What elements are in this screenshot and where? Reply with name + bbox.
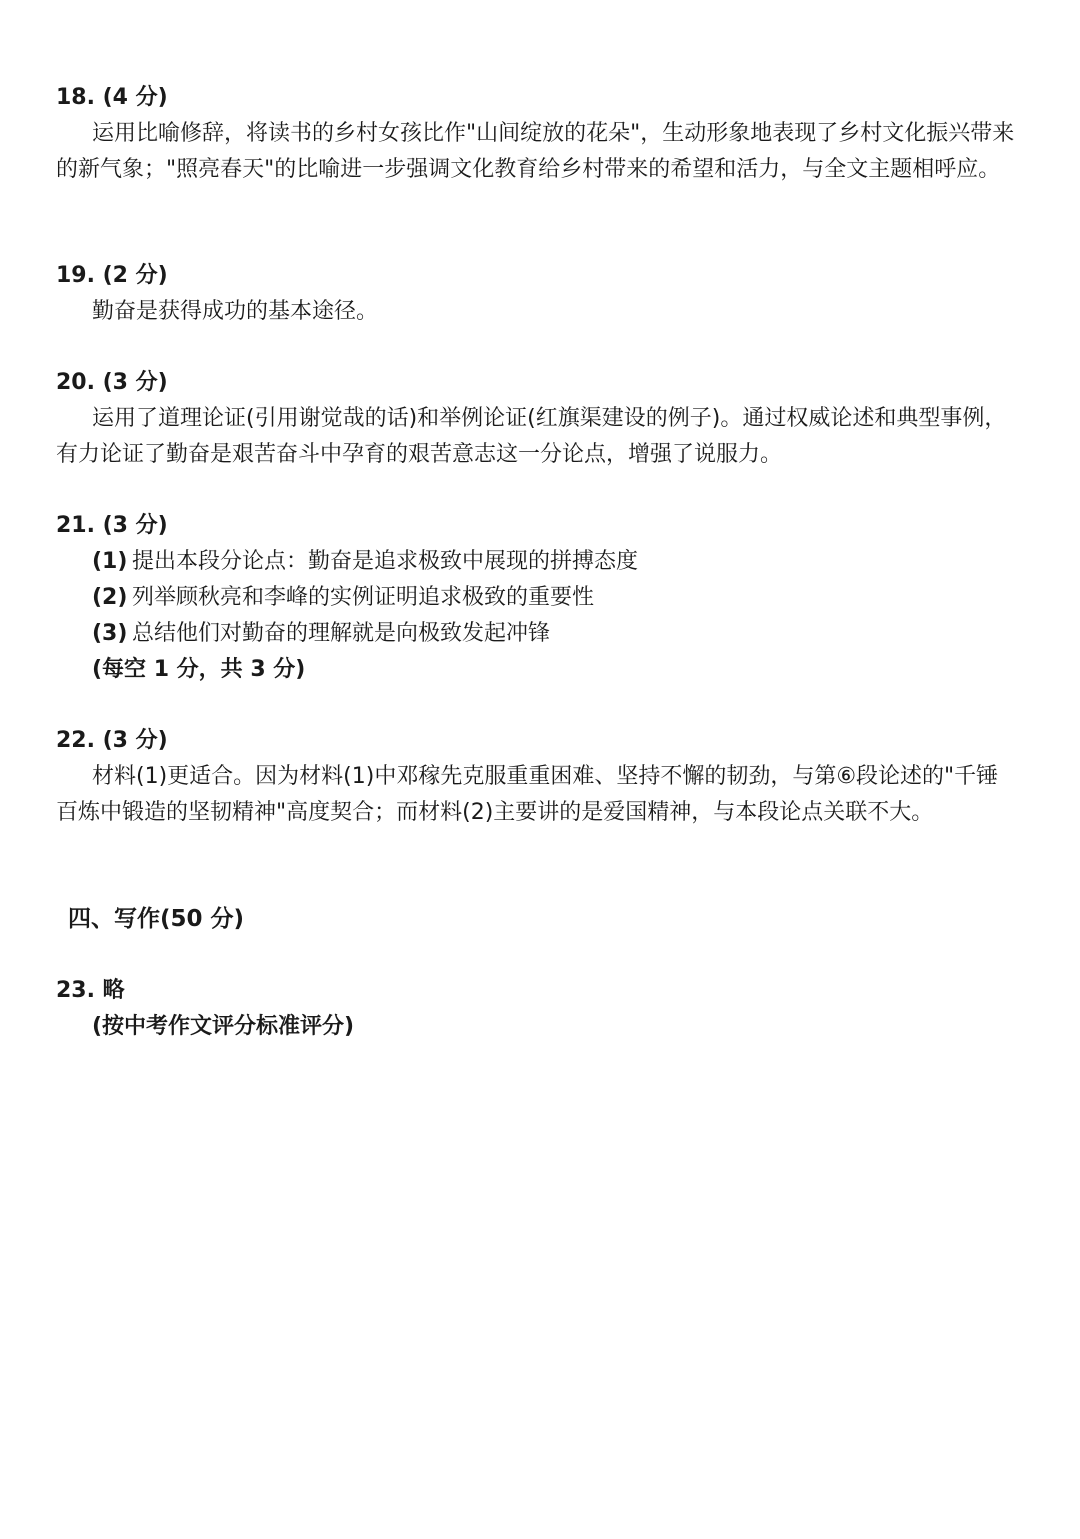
question-22-heading: 22. (3 分) <box>56 728 168 753</box>
section-4-heading: 四、写作(50 分) <box>68 906 245 932</box>
question-19 <box>56 258 1016 330</box>
question-22 <box>56 723 1016 831</box>
question-23-scoring-note: (按中考作文评分标准评分) <box>92 1014 355 1039</box>
item-number: (3) <box>92 621 128 646</box>
question-21-item-1 <box>56 544 1016 580</box>
item-number: (2) <box>92 585 128 610</box>
question-18-answer: 运用比喻修辞，将读书的乡村女孩比作"山间绽放的花朵"，生动形象地表现了乡村文化振兴带来的新气象；"照亮春天"的比喻进一步强调文化教育给乡村带来的希望和活力，与全文主题相呼应。 <box>56 121 1015 182</box>
question-19-heading: 19. (2 分) <box>56 263 168 288</box>
question-21 <box>56 508 1016 688</box>
question-23 <box>56 973 1016 1045</box>
question-19-answer: 勤奋是获得成功的基本途径。 <box>92 299 379 324</box>
question-23-heading: 23. 略 <box>56 978 125 1003</box>
question-18 <box>56 80 1016 188</box>
question-21-item-3 <box>56 616 1016 652</box>
question-21-heading: 21. (3 分) <box>56 513 168 538</box>
item-text: 提出本段分论点：勤奋是追求极致中展现的拼搏态度 <box>132 549 639 574</box>
question-21-scoring-note: (每空 1 分，共 3 分) <box>92 657 306 682</box>
question-20-heading: 20. (3 分) <box>56 370 168 395</box>
question-18-heading: 18. (4 分) <box>56 85 168 110</box>
question-20-answer: 运用了道理论证(引用谢觉哉的话)和举例论证(红旗渠建设的例子)。通过权威论述和典型事例，有力论证了勤奋是艰苦奋斗中孕育的艰苦意志这一分论点，增强了说服力。 <box>56 406 1007 467</box>
question-22-answer: 材料(1)更适合。因为材料(1)中邓稼先克服重重困难、坚持不懈的韧劲，与第⑥段论述的"千锤百炼中锻造的坚韧精神"高度契合；而材料(2)主要讲的是爱国精神，与本段论点关联不大。 <box>56 764 999 825</box>
question-20 <box>56 365 1016 473</box>
question-21-item-2 <box>56 580 1016 616</box>
item-text: 列举顾秋亮和李峰的实例证明追求极致的重要性 <box>132 585 595 610</box>
item-number: (1) <box>92 549 128 574</box>
item-text: 总结他们对勤奋的理解就是向极致发起冲锋 <box>132 621 551 646</box>
